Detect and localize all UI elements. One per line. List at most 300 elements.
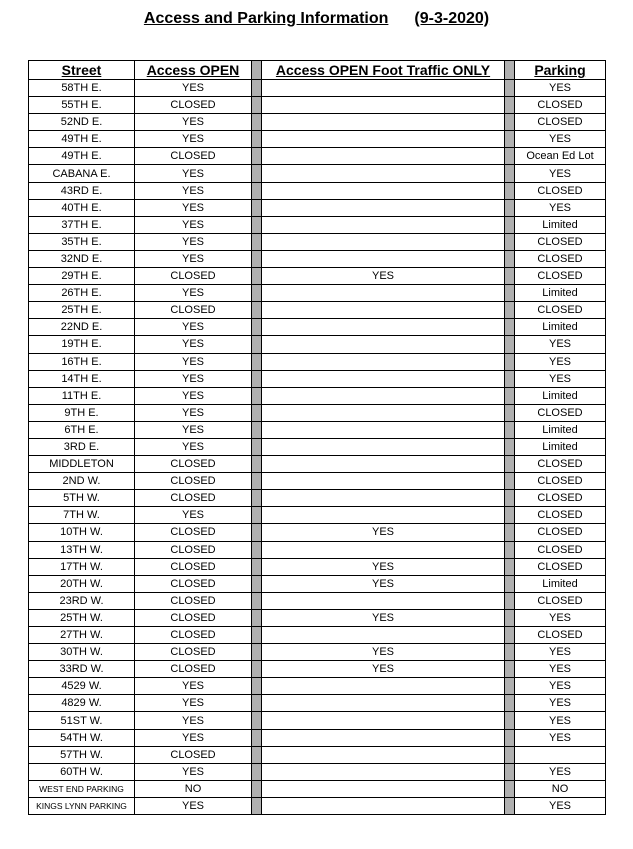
foot-traffic-cell: YES — [262, 575, 505, 592]
access-cell: YES — [135, 319, 252, 336]
foot-traffic-cell — [262, 319, 505, 336]
foot-traffic-cell — [262, 336, 505, 353]
column-separator — [505, 780, 515, 797]
street-cell: 4829 W. — [29, 695, 135, 712]
foot-traffic-cell — [262, 370, 505, 387]
access-cell: CLOSED — [135, 644, 252, 661]
column-separator — [252, 456, 262, 473]
table-row — [29, 473, 606, 490]
table-row — [29, 678, 606, 695]
parking-cell: CLOSED — [515, 268, 606, 285]
parking-cell: YES — [515, 763, 606, 780]
table-row — [29, 233, 606, 250]
table-row — [29, 165, 606, 182]
column-separator — [252, 575, 262, 592]
street-cell: 25TH E. — [29, 302, 135, 319]
column-separator — [505, 97, 515, 114]
table-row — [29, 370, 606, 387]
access-cell: CLOSED — [135, 268, 252, 285]
column-separator — [252, 780, 262, 797]
column-separator — [252, 421, 262, 438]
foot-traffic-cell — [262, 233, 505, 250]
access-cell: YES — [135, 797, 252, 814]
foot-traffic-cell — [262, 729, 505, 746]
table-row — [29, 216, 606, 233]
street-cell: 33RD W. — [29, 661, 135, 678]
foot-traffic-cell — [262, 490, 505, 507]
column-separator — [505, 387, 515, 404]
column-separator — [505, 490, 515, 507]
table-row — [29, 661, 606, 678]
street-cell: 60TH W. — [29, 763, 135, 780]
column-separator — [252, 336, 262, 353]
column-separator — [505, 712, 515, 729]
access-cell: CLOSED — [135, 627, 252, 644]
parking-cell: YES — [515, 712, 606, 729]
column-separator — [505, 609, 515, 626]
parking-cell: CLOSED — [515, 473, 606, 490]
parking-cell: YES — [515, 336, 606, 353]
foot-traffic-cell: YES — [262, 524, 505, 541]
foot-traffic-cell — [262, 404, 505, 421]
header-parking: Parking — [515, 61, 606, 80]
column-separator — [505, 199, 515, 216]
access-cell: YES — [135, 165, 252, 182]
column-separator — [505, 250, 515, 267]
column-separator — [505, 729, 515, 746]
column-separator — [505, 61, 515, 80]
parking-cell: CLOSED — [515, 114, 606, 131]
column-separator — [505, 575, 515, 592]
column-separator — [252, 746, 262, 763]
column-separator — [505, 114, 515, 131]
column-separator — [252, 182, 262, 199]
column-separator — [505, 627, 515, 644]
parking-cell: CLOSED — [515, 490, 606, 507]
column-separator — [252, 61, 262, 80]
foot-traffic-cell — [262, 80, 505, 97]
access-cell: YES — [135, 353, 252, 370]
title-text: Access and Parking Information — [143, 10, 389, 27]
column-separator — [505, 302, 515, 319]
column-separator — [252, 609, 262, 626]
access-cell: YES — [135, 438, 252, 455]
column-separator — [505, 541, 515, 558]
foot-traffic-cell: YES — [262, 644, 505, 661]
table-row — [29, 319, 606, 336]
access-cell: YES — [135, 80, 252, 97]
parking-cell: YES — [515, 609, 606, 626]
table-row — [29, 695, 606, 712]
parking-cell: YES — [515, 661, 606, 678]
street-cell: 20TH W. — [29, 575, 135, 592]
access-cell: CLOSED — [135, 661, 252, 678]
parking-cell: Limited — [515, 421, 606, 438]
column-separator — [252, 644, 262, 661]
foot-traffic-cell — [262, 165, 505, 182]
access-cell: NO — [135, 780, 252, 797]
parking-cell: CLOSED — [515, 507, 606, 524]
page-title — [0, 10, 633, 28]
table-row — [29, 421, 606, 438]
column-separator — [505, 695, 515, 712]
parking-cell: CLOSED — [515, 627, 606, 644]
street-cell: 16TH E. — [29, 353, 135, 370]
street-cell: 54TH W. — [29, 729, 135, 746]
foot-traffic-cell — [262, 678, 505, 695]
street-cell: 10TH W. — [29, 524, 135, 541]
access-cell: CLOSED — [135, 473, 252, 490]
column-separator — [505, 797, 515, 814]
parking-cell: YES — [515, 729, 606, 746]
parking-cell: Limited — [515, 387, 606, 404]
access-cell: CLOSED — [135, 302, 252, 319]
column-separator — [252, 80, 262, 97]
foot-traffic-cell — [262, 712, 505, 729]
foot-traffic-cell — [262, 114, 505, 131]
table-row — [29, 524, 606, 541]
street-cell: 3RD E. — [29, 438, 135, 455]
table-row — [29, 575, 606, 592]
access-cell: YES — [135, 421, 252, 438]
parking-cell: Limited — [515, 216, 606, 233]
parking-cell: YES — [515, 80, 606, 97]
column-separator — [505, 421, 515, 438]
parking-cell: CLOSED — [515, 456, 606, 473]
table-row — [29, 80, 606, 97]
table-row — [29, 302, 606, 319]
table-row — [29, 712, 606, 729]
column-separator — [505, 148, 515, 165]
column-separator — [505, 438, 515, 455]
table-row — [29, 746, 606, 763]
column-separator — [252, 507, 262, 524]
street-cell: 13TH W. — [29, 541, 135, 558]
table-row — [29, 387, 606, 404]
foot-traffic-cell — [262, 148, 505, 165]
parking-cell: CLOSED — [515, 302, 606, 319]
header-street: Street — [29, 61, 135, 80]
street-cell: 52ND E. — [29, 114, 135, 131]
parking-cell: Limited — [515, 575, 606, 592]
street-cell: 5TH W. — [29, 490, 135, 507]
foot-traffic-cell — [262, 627, 505, 644]
street-cell: 49TH E. — [29, 148, 135, 165]
table-row — [29, 729, 606, 746]
street-cell: 4529 W. — [29, 678, 135, 695]
column-separator — [252, 712, 262, 729]
foot-traffic-cell: YES — [262, 661, 505, 678]
street-cell: WEST END PARKING — [29, 780, 135, 797]
table-row — [29, 268, 606, 285]
foot-traffic-cell — [262, 695, 505, 712]
access-cell: CLOSED — [135, 558, 252, 575]
column-separator — [505, 746, 515, 763]
parking-cell: YES — [515, 165, 606, 182]
access-parking-table — [28, 60, 606, 815]
access-cell: CLOSED — [135, 609, 252, 626]
table-row — [29, 797, 606, 814]
access-cell: YES — [135, 370, 252, 387]
foot-traffic-cell — [262, 216, 505, 233]
column-separator — [505, 473, 515, 490]
column-separator — [505, 233, 515, 250]
column-separator — [252, 678, 262, 695]
foot-traffic-cell — [262, 421, 505, 438]
table-row — [29, 592, 606, 609]
street-cell: 43RD E. — [29, 182, 135, 199]
table-row — [29, 285, 606, 302]
column-separator — [252, 131, 262, 148]
street-cell: 58TH E. — [29, 80, 135, 97]
foot-traffic-cell — [262, 250, 505, 267]
access-cell: CLOSED — [135, 490, 252, 507]
foot-traffic-cell — [262, 592, 505, 609]
foot-traffic-cell — [262, 541, 505, 558]
street-cell: 35TH E. — [29, 233, 135, 250]
table-row — [29, 456, 606, 473]
access-cell: CLOSED — [135, 148, 252, 165]
table-row — [29, 438, 606, 455]
table-row — [29, 148, 606, 165]
column-separator — [505, 507, 515, 524]
column-separator — [252, 729, 262, 746]
column-separator — [252, 797, 262, 814]
column-separator — [505, 80, 515, 97]
column-separator — [252, 627, 262, 644]
access-cell: YES — [135, 336, 252, 353]
street-cell: 57TH W. — [29, 746, 135, 763]
column-separator — [252, 302, 262, 319]
parking-cell: YES — [515, 353, 606, 370]
column-separator — [505, 319, 515, 336]
parking-cell: YES — [515, 678, 606, 695]
access-cell: CLOSED — [135, 97, 252, 114]
column-separator — [252, 370, 262, 387]
column-separator — [252, 216, 262, 233]
column-separator — [252, 473, 262, 490]
parking-cell: Ocean Ed Lot — [515, 148, 606, 165]
access-cell: YES — [135, 182, 252, 199]
street-cell: 51ST W. — [29, 712, 135, 729]
column-separator — [252, 148, 262, 165]
table-row — [29, 644, 606, 661]
column-separator — [505, 353, 515, 370]
column-separator — [252, 438, 262, 455]
table-row — [29, 541, 606, 558]
table-row — [29, 199, 606, 216]
parking-cell: Limited — [515, 438, 606, 455]
foot-traffic-cell — [262, 131, 505, 148]
foot-traffic-cell: YES — [262, 609, 505, 626]
column-separator — [252, 233, 262, 250]
access-cell: YES — [135, 285, 252, 302]
foot-traffic-cell — [262, 746, 505, 763]
foot-traffic-cell — [262, 438, 505, 455]
access-cell: YES — [135, 250, 252, 267]
street-cell: 14TH E. — [29, 370, 135, 387]
street-cell: MIDDLETON — [29, 456, 135, 473]
access-cell: CLOSED — [135, 746, 252, 763]
column-separator — [505, 182, 515, 199]
table-row — [29, 336, 606, 353]
foot-traffic-cell: YES — [262, 558, 505, 575]
column-separator — [252, 541, 262, 558]
street-cell: 19TH E. — [29, 336, 135, 353]
header-foot-traffic: Access OPEN Foot Traffic ONLY — [262, 61, 505, 80]
street-cell: 9TH E. — [29, 404, 135, 421]
access-cell: CLOSED — [135, 575, 252, 592]
column-separator — [252, 353, 262, 370]
table-row — [29, 97, 606, 114]
access-cell: YES — [135, 695, 252, 712]
access-cell: YES — [135, 216, 252, 233]
access-cell: YES — [135, 404, 252, 421]
street-cell: 49TH E. — [29, 131, 135, 148]
parking-cell: CLOSED — [515, 250, 606, 267]
column-separator — [505, 336, 515, 353]
street-cell: 2ND W. — [29, 473, 135, 490]
street-cell: 25TH W. — [29, 609, 135, 626]
foot-traffic-cell — [262, 285, 505, 302]
access-cell: CLOSED — [135, 456, 252, 473]
column-separator — [252, 490, 262, 507]
street-cell: CABANA E. — [29, 165, 135, 182]
street-cell: 32ND E. — [29, 250, 135, 267]
table-row — [29, 780, 606, 797]
column-separator — [505, 216, 515, 233]
parking-cell — [515, 746, 606, 763]
access-cell: YES — [135, 114, 252, 131]
access-cell: YES — [135, 199, 252, 216]
street-cell: 37TH E. — [29, 216, 135, 233]
access-cell: YES — [135, 729, 252, 746]
foot-traffic-cell — [262, 199, 505, 216]
street-cell: 30TH W. — [29, 644, 135, 661]
foot-traffic-cell — [262, 473, 505, 490]
street-cell: 11TH E. — [29, 387, 135, 404]
parking-cell: YES — [515, 370, 606, 387]
foot-traffic-cell — [262, 387, 505, 404]
foot-traffic-cell — [262, 456, 505, 473]
street-cell: 17TH W. — [29, 558, 135, 575]
column-separator — [505, 165, 515, 182]
street-cell: 55TH E. — [29, 97, 135, 114]
table-row — [29, 404, 606, 421]
parking-cell: YES — [515, 199, 606, 216]
parking-cell: Limited — [515, 319, 606, 336]
column-separator — [252, 250, 262, 267]
foot-traffic-cell: YES — [262, 268, 505, 285]
table-row — [29, 114, 606, 131]
access-cell: YES — [135, 712, 252, 729]
foot-traffic-cell — [262, 97, 505, 114]
column-separator — [252, 661, 262, 678]
column-separator — [505, 456, 515, 473]
access-cell: YES — [135, 387, 252, 404]
column-separator — [252, 114, 262, 131]
table-row — [29, 353, 606, 370]
table-row — [29, 250, 606, 267]
table-row — [29, 507, 606, 524]
access-cell: CLOSED — [135, 592, 252, 609]
table-row — [29, 627, 606, 644]
table-row — [29, 182, 606, 199]
foot-traffic-cell — [262, 353, 505, 370]
street-cell: 27TH W. — [29, 627, 135, 644]
column-separator — [252, 592, 262, 609]
table-row — [29, 558, 606, 575]
access-cell: YES — [135, 507, 252, 524]
parking-cell: YES — [515, 797, 606, 814]
foot-traffic-cell — [262, 797, 505, 814]
street-cell: 7TH W. — [29, 507, 135, 524]
column-separator — [505, 644, 515, 661]
header-row — [29, 61, 606, 80]
column-separator — [252, 558, 262, 575]
parking-cell: CLOSED — [515, 558, 606, 575]
street-cell: 23RD W. — [29, 592, 135, 609]
parking-cell: CLOSED — [515, 97, 606, 114]
foot-traffic-cell — [262, 507, 505, 524]
access-cell: YES — [135, 678, 252, 695]
column-separator — [252, 97, 262, 114]
column-separator — [252, 165, 262, 182]
access-cell: CLOSED — [135, 541, 252, 558]
street-cell: 29TH E. — [29, 268, 135, 285]
column-separator — [505, 404, 515, 421]
parking-cell: CLOSED — [515, 233, 606, 250]
parking-cell: NO — [515, 780, 606, 797]
column-separator — [505, 763, 515, 780]
parking-cell: Limited — [515, 285, 606, 302]
column-separator — [505, 592, 515, 609]
access-cell: YES — [135, 233, 252, 250]
access-cell: YES — [135, 131, 252, 148]
street-cell: KINGS LYNN PARKING — [29, 797, 135, 814]
column-separator — [505, 678, 515, 695]
foot-traffic-cell — [262, 780, 505, 797]
parking-cell: YES — [515, 695, 606, 712]
parking-cell: CLOSED — [515, 404, 606, 421]
column-separator — [505, 524, 515, 541]
column-separator — [252, 763, 262, 780]
column-separator — [505, 558, 515, 575]
parking-cell: CLOSED — [515, 541, 606, 558]
street-cell: 40TH E. — [29, 199, 135, 216]
table-row — [29, 131, 606, 148]
column-separator — [252, 387, 262, 404]
parking-cell: CLOSED — [515, 524, 606, 541]
column-separator — [505, 370, 515, 387]
table-row — [29, 763, 606, 780]
column-separator — [505, 285, 515, 302]
street-cell: 22ND E. — [29, 319, 135, 336]
column-separator — [252, 404, 262, 421]
column-separator — [252, 695, 262, 712]
street-cell: 26TH E. — [29, 285, 135, 302]
foot-traffic-cell — [262, 182, 505, 199]
column-separator — [252, 524, 262, 541]
table-row — [29, 609, 606, 626]
header-access-open: Access OPEN — [135, 61, 252, 80]
parking-cell: YES — [515, 644, 606, 661]
parking-cell: YES — [515, 131, 606, 148]
column-separator — [505, 268, 515, 285]
parking-cell: CLOSED — [515, 592, 606, 609]
column-separator — [252, 285, 262, 302]
column-separator — [505, 661, 515, 678]
